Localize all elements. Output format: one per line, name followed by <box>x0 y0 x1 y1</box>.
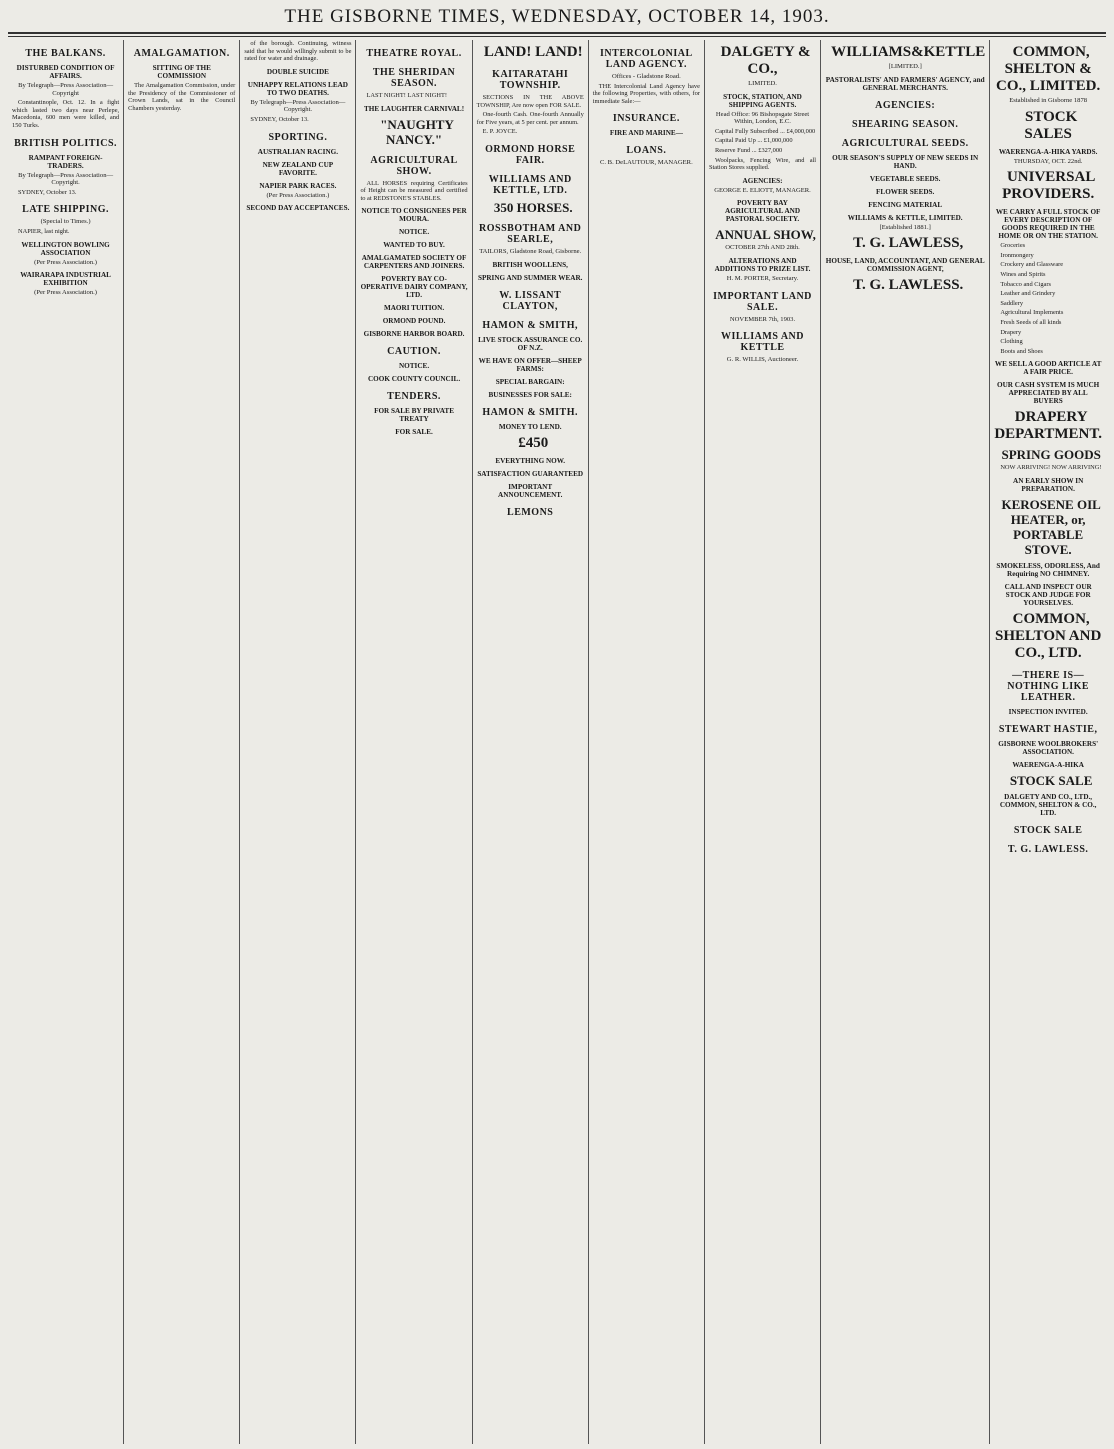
paragraph: One-fourth Cash. One-fourth Annually for Five years, at 5 per cent. per annum. <box>476 111 584 126</box>
headline: WELLINGTON BOWLING ASSOCIATION <box>21 240 110 257</box>
headline: MONEY TO LEND. <box>498 422 562 431</box>
headline: STEWART HASTIE, <box>998 723 1098 735</box>
headline: AMALGAMATED SOCIETY OF CARPENTERS AND JOINERS. <box>361 254 467 271</box>
headline: COMMON, SHELTON & CO., LIMITED. <box>996 44 1101 94</box>
paragraph: Fresh Seeds of all kinds <box>1000 318 1062 326</box>
headline: WAIRARAPA INDUSTRIAL EXHIBITION <box>20 271 111 288</box>
headline: £450 <box>518 434 549 451</box>
headline: ALTERATIONS AND ADDITIONS TO PRIZE LIST. <box>714 256 811 273</box>
headline: WE CARRY A FULL STOCK OF EVERY DESCRIPTION OF GOODS REQUIRED IN THE HOME OR ON THE STATION. <box>995 208 1101 241</box>
headline: STOCK SALE <box>1013 824 1083 836</box>
headline: SPRING AND SUMMER WEAR. <box>477 273 583 282</box>
headline: WANTED TO BUY. <box>383 241 445 250</box>
masthead-title: THE GISBORNE TIMES, WEDNESDAY, OCTOBER 14, 1903. <box>284 6 830 27</box>
headline: BRITISH WOOLLENS, <box>492 260 568 269</box>
headline: TENDERS. <box>387 391 441 403</box>
headline: RAMPANT FOREIGN-TRADERS. <box>28 153 103 170</box>
headline: LAND! LAND! <box>483 44 583 60</box>
headline: STOCK SALES <box>1024 108 1078 142</box>
subheading: G. R. WILLIS, Auctioneer. <box>726 356 799 364</box>
headline: WAERENGA-A-HIKA YARDS. <box>998 147 1098 156</box>
headline: FENCING MATERIAL <box>868 200 943 209</box>
headline: GISBORNE WOOLBROKERS' ASSOCIATION. <box>998 739 1099 756</box>
headline: T. G. LAWLESS. <box>1007 843 1089 855</box>
subheading: GEORGE E. ELIOTT, MANAGER. <box>714 186 811 194</box>
column-4 <box>356 40 472 1444</box>
paragraph: NOW ARRIVING! NOW ARRIVING! <box>1000 464 1102 472</box>
masthead-rule <box>8 32 1106 34</box>
headline: NOTICE. <box>398 228 430 237</box>
headline: MAORI TUITION. <box>383 304 445 313</box>
headline: ROSSBOTHAM AND SEARLE, <box>479 222 582 245</box>
headline: KEROSENE OIL HEATER, or, PORTABLE STOVE. <box>1001 496 1101 557</box>
headline: THEATRE ROYAL. <box>366 48 462 59</box>
paragraph: Leather and Grindery <box>1000 290 1056 298</box>
headline: BRITISH POLITICS. <box>14 137 118 149</box>
paragraph: The Amalgamation Commission, under the Presidency of the Commissioner of Crown Lands, sat in the Council Chambers yesterday. <box>128 82 236 112</box>
paragraph: Reserve Fund ... £327,000 <box>714 146 783 154</box>
headline: WE HAVE ON OFFER—SHEEP FARMS: <box>478 356 582 373</box>
paragraph: Groceries <box>1000 242 1026 250</box>
paragraph: Ironmongery <box>1000 251 1034 259</box>
headline: AUSTRALIAN RACING. <box>257 147 339 156</box>
headline: ORMOND HORSE FAIR. <box>485 143 576 166</box>
paragraph: Agricultural Implements <box>1000 309 1064 317</box>
headline: T. G. LAWLESS. <box>853 277 964 294</box>
headline: VEGETABLE SEEDS. <box>869 174 941 183</box>
subheading: [LIMITED.] <box>888 63 922 70</box>
subheading: By Telegraph—Press Association—Copyright. <box>250 98 346 114</box>
subheading: [Established 1881.] <box>879 223 931 231</box>
headline: SITTING OF THE COMMISSION <box>152 64 211 80</box>
headline: IMPORTANT LAND SALE. <box>713 290 812 313</box>
headline: FOR SALE. <box>395 428 433 437</box>
headline: "NAUGHTY NANCY." <box>380 116 454 147</box>
headline: LIVE STOCK ASSURANCE CO. OF N.Z. <box>478 335 583 352</box>
headline: WE SELL A GOOD ARTICLE AT A FAIR PRICE. <box>994 360 1102 377</box>
headline: POVERTY BAY CO-OPERATIVE DAIRY COMPANY, LTD. <box>360 275 468 300</box>
subheading: (Per Press Association.) <box>34 258 97 266</box>
subheading: H. M. PORTER, Secretary. <box>726 274 799 282</box>
headline: NOTICE TO CONSIGNEES PER MOURA. <box>361 207 467 224</box>
headline: T. G. LAWLESS, <box>853 235 964 252</box>
subheading: OCTOBER 27th AND 28th. <box>725 244 800 252</box>
headline: POVERTY BAY AGRICULTURAL AND PASTORAL SOCIETY. <box>725 199 801 224</box>
headline: NOTICE. <box>398 362 430 371</box>
paragraph: Capital Paid Up ... £1,000,000 <box>714 137 793 145</box>
paragraph: NAPIER, last night. <box>18 227 70 235</box>
headline: INTERCOLONIAL LAND AGENCY. <box>600 48 693 70</box>
headline: FIRE AND MARINE— <box>609 129 683 138</box>
subheading: LIMITED. <box>748 80 777 87</box>
headline: INSPECTION INVITED. <box>1008 707 1088 716</box>
columns-container <box>8 40 1106 1444</box>
headline: WILLIAMS AND KETTLE, LTD. <box>488 173 572 196</box>
headline: DALGETY & CO., <box>720 44 811 77</box>
headline: THE SHERIDAN SEASON. <box>372 67 456 89</box>
headline: NAPIER PARK RACES. <box>259 181 337 190</box>
headline: AGENCIES: <box>742 176 783 185</box>
headline: SPECIAL BARGAIN: <box>495 377 565 386</box>
paragraph: Clothing <box>1000 338 1023 346</box>
headline: STOCK, STATION, AND SHIPPING AGENTS. <box>723 92 802 109</box>
headline: THE BALKANS. <box>25 48 106 59</box>
subheading: (Special to Times.) <box>40 218 91 226</box>
headline: IMPORTANT ANNOUNCEMENT. <box>498 482 563 499</box>
headline: EVERYTHING NOW. <box>495 456 566 465</box>
column-2 <box>124 40 240 1444</box>
subheading: C. B. DeLAUTOUR, MANAGER. <box>599 159 693 167</box>
paragraph: SYDNEY, October 13. <box>18 188 77 196</box>
headline: —THERE IS— NOTHING LIKE LEATHER. <box>1007 669 1090 703</box>
headline: CALL AND INSPECT OUR STOCK AND JUDGE FOR YOURSELVES. <box>1004 582 1092 607</box>
headline: WILLIAMS & KETTLE, LIMITED. <box>847 213 963 222</box>
headline: ORMOND POUND. <box>382 317 446 326</box>
headline: STOCK SALE <box>1009 772 1093 788</box>
headline: ANNUAL SHOW, <box>715 227 816 243</box>
paragraph: E. P. JOYCE. <box>482 128 518 136</box>
paragraph: Crockery and Glassware <box>1000 261 1064 269</box>
headline: DOUBLE SUICIDE <box>266 67 329 76</box>
masthead-rule-thin <box>8 36 1106 37</box>
headline: HAMON & SMITH, <box>482 319 578 331</box>
headline: AN EARLY SHOW IN PREPARATION. <box>1013 476 1084 493</box>
paragraph: ALL HORSES requiring Certificates of Height can be measured and certified to at REDSTONE'S STABLES. <box>360 179 468 202</box>
headline: LEMONS <box>507 506 554 518</box>
paragraph: LAST NIGHT! LAST NIGHT! <box>366 92 447 99</box>
headline: BUSINESSES FOR SALE: <box>488 390 572 399</box>
headline: FOR SALE BY PRIVATE TREATY <box>374 407 455 424</box>
headline: DRAPERY DEPARTMENT. <box>994 409 1102 443</box>
paragraph: THE Intercolonial Land Agency have the following Properties, with others, for immediate Sale:— <box>592 82 700 105</box>
column-1 <box>8 40 124 1444</box>
column-8 <box>821 40 990 1444</box>
paragraph: Capital Fully Subscribed ... £4,000,000 <box>714 127 816 135</box>
headline: 350 HORSES. <box>493 199 573 215</box>
column-6 <box>589 40 705 1444</box>
column-7 <box>705 40 821 1444</box>
headline: DALGETY AND CO., LTD., COMMON, SHELTON & CO., LTD. <box>999 792 1097 817</box>
paragraph: SYDNEY, October 13. <box>250 115 309 123</box>
headline: HOUSE, LAND, ACCOUNTANT, AND GENERAL COMMISSION AGENT, <box>825 257 985 274</box>
paragraph: Woolpacks, Fencing Wire, and all Station Stores supplied. <box>708 156 817 172</box>
headline: WILLIAMS&KETTLE <box>831 44 986 60</box>
headline: OUR CASH SYSTEM IS MUCH APPRECIATED BY ALL BUYERS <box>997 381 1100 406</box>
headline: THE LAUGHTER CARNIVAL! <box>363 104 465 113</box>
paragraph: Boots and Shoes <box>1000 347 1043 355</box>
subheading: Offices - Gladstone Road. <box>611 73 681 80</box>
headline: WAERENGA-A-HIKA <box>1012 760 1084 769</box>
subheading: By Telegraph—Press Association—Copyright <box>18 82 114 97</box>
headline: AMALGAMATION. <box>133 48 230 59</box>
headline: LATE SHIPPING. <box>22 204 109 216</box>
paragraph: of the borough. Continuing, witness said that he would willingly submit to be rated for water and drainage. <box>244 40 352 63</box>
headline: DISTURBED CONDITION OF AFFAIRS. <box>16 64 115 80</box>
column-9 <box>990 40 1106 1444</box>
paragraph: Wines and Spirits <box>1000 270 1046 278</box>
subheading: (Per Press Association.) <box>34 289 97 297</box>
headline: GISBORNE HARBOR BOARD. <box>363 330 465 339</box>
headline: SATISFACTION GUARANTEED <box>477 469 584 478</box>
headline: UNHAPPY RELATIONS LEAD TO TWO DEATHS. <box>247 80 348 97</box>
headline: KAITARATAHI TOWNSHIP. <box>492 69 569 91</box>
subheading: THURSDAY, OCT. 22nd. <box>1013 157 1083 165</box>
headline: COMMON, SHELTON AND CO., LTD. <box>995 610 1102 661</box>
headline: INSURANCE. <box>612 113 680 125</box>
paragraph: Drapery <box>1000 328 1022 336</box>
subheading: Head Office: 96 Bishopsgate Street Within, London, E.C. <box>715 110 810 126</box>
subheading: Established in Gisborne 1878 <box>1009 97 1088 104</box>
paragraph: Saddlery <box>1000 299 1024 307</box>
headline: HAMON & SMITH. <box>482 406 578 418</box>
headline: SPRING GOODS <box>1001 447 1101 463</box>
headline: SPORTING. <box>268 131 328 143</box>
headline: PASTORALISTS' AND FARMERS' AGENCY, and GENERAL MERCHANTS. <box>825 75 985 92</box>
headline: AGENCIES: <box>875 99 936 111</box>
headline: WILLIAMS AND KETTLE <box>721 331 804 354</box>
headline: NEW ZEALAND CUP FAVORITE. <box>262 160 334 177</box>
paragraph: Tobacco and Cigars <box>1000 280 1051 288</box>
headline: W. LISSANT CLAYTON, <box>499 289 562 312</box>
column-5 <box>473 40 589 1444</box>
headline: SHEARING SEASON. <box>852 118 959 130</box>
headline: SECOND DAY ACCEPTANCES. <box>246 204 350 213</box>
headline: AGRICULTURAL SHOW. <box>370 154 458 177</box>
subheading: By Telegraph—Press Association—Copyright. <box>18 171 114 187</box>
headline: FLOWER SEEDS. <box>876 187 935 196</box>
paragraph: SECTIONS IN THE ABOVE TOWNSHIP, Are now open FOR SALE. <box>476 94 584 109</box>
headline: CAUTION. <box>387 346 441 358</box>
subheading: NOVEMBER 7th, 1903. <box>729 315 796 323</box>
paragraph: Constantinople, Oct. 12. In a fight which lasted two days near Perlepe, Macedonia, 600 men were killed, and 150 Turks. <box>12 99 120 129</box>
subheading: (Per Press Association.) <box>266 191 330 199</box>
column-3 <box>240 40 356 1444</box>
headline: LOANS. <box>626 145 667 157</box>
subheading: TAILORS, Gladstone Road, Gisborne. <box>479 247 582 255</box>
headline: COOK COUNTY COUNCIL. <box>367 375 461 384</box>
headline: AGRICULTURAL SEEDS. <box>841 137 969 149</box>
headline: UNIVERSAL PROVIDERS. <box>1002 169 1096 203</box>
headline: OUR SEASON'S SUPPLY OF NEW SEEDS IN HAND. <box>832 153 979 170</box>
headline: SMOKELESS, ODORLESS, And Requiring NO CHIMNEY. <box>996 561 1100 578</box>
